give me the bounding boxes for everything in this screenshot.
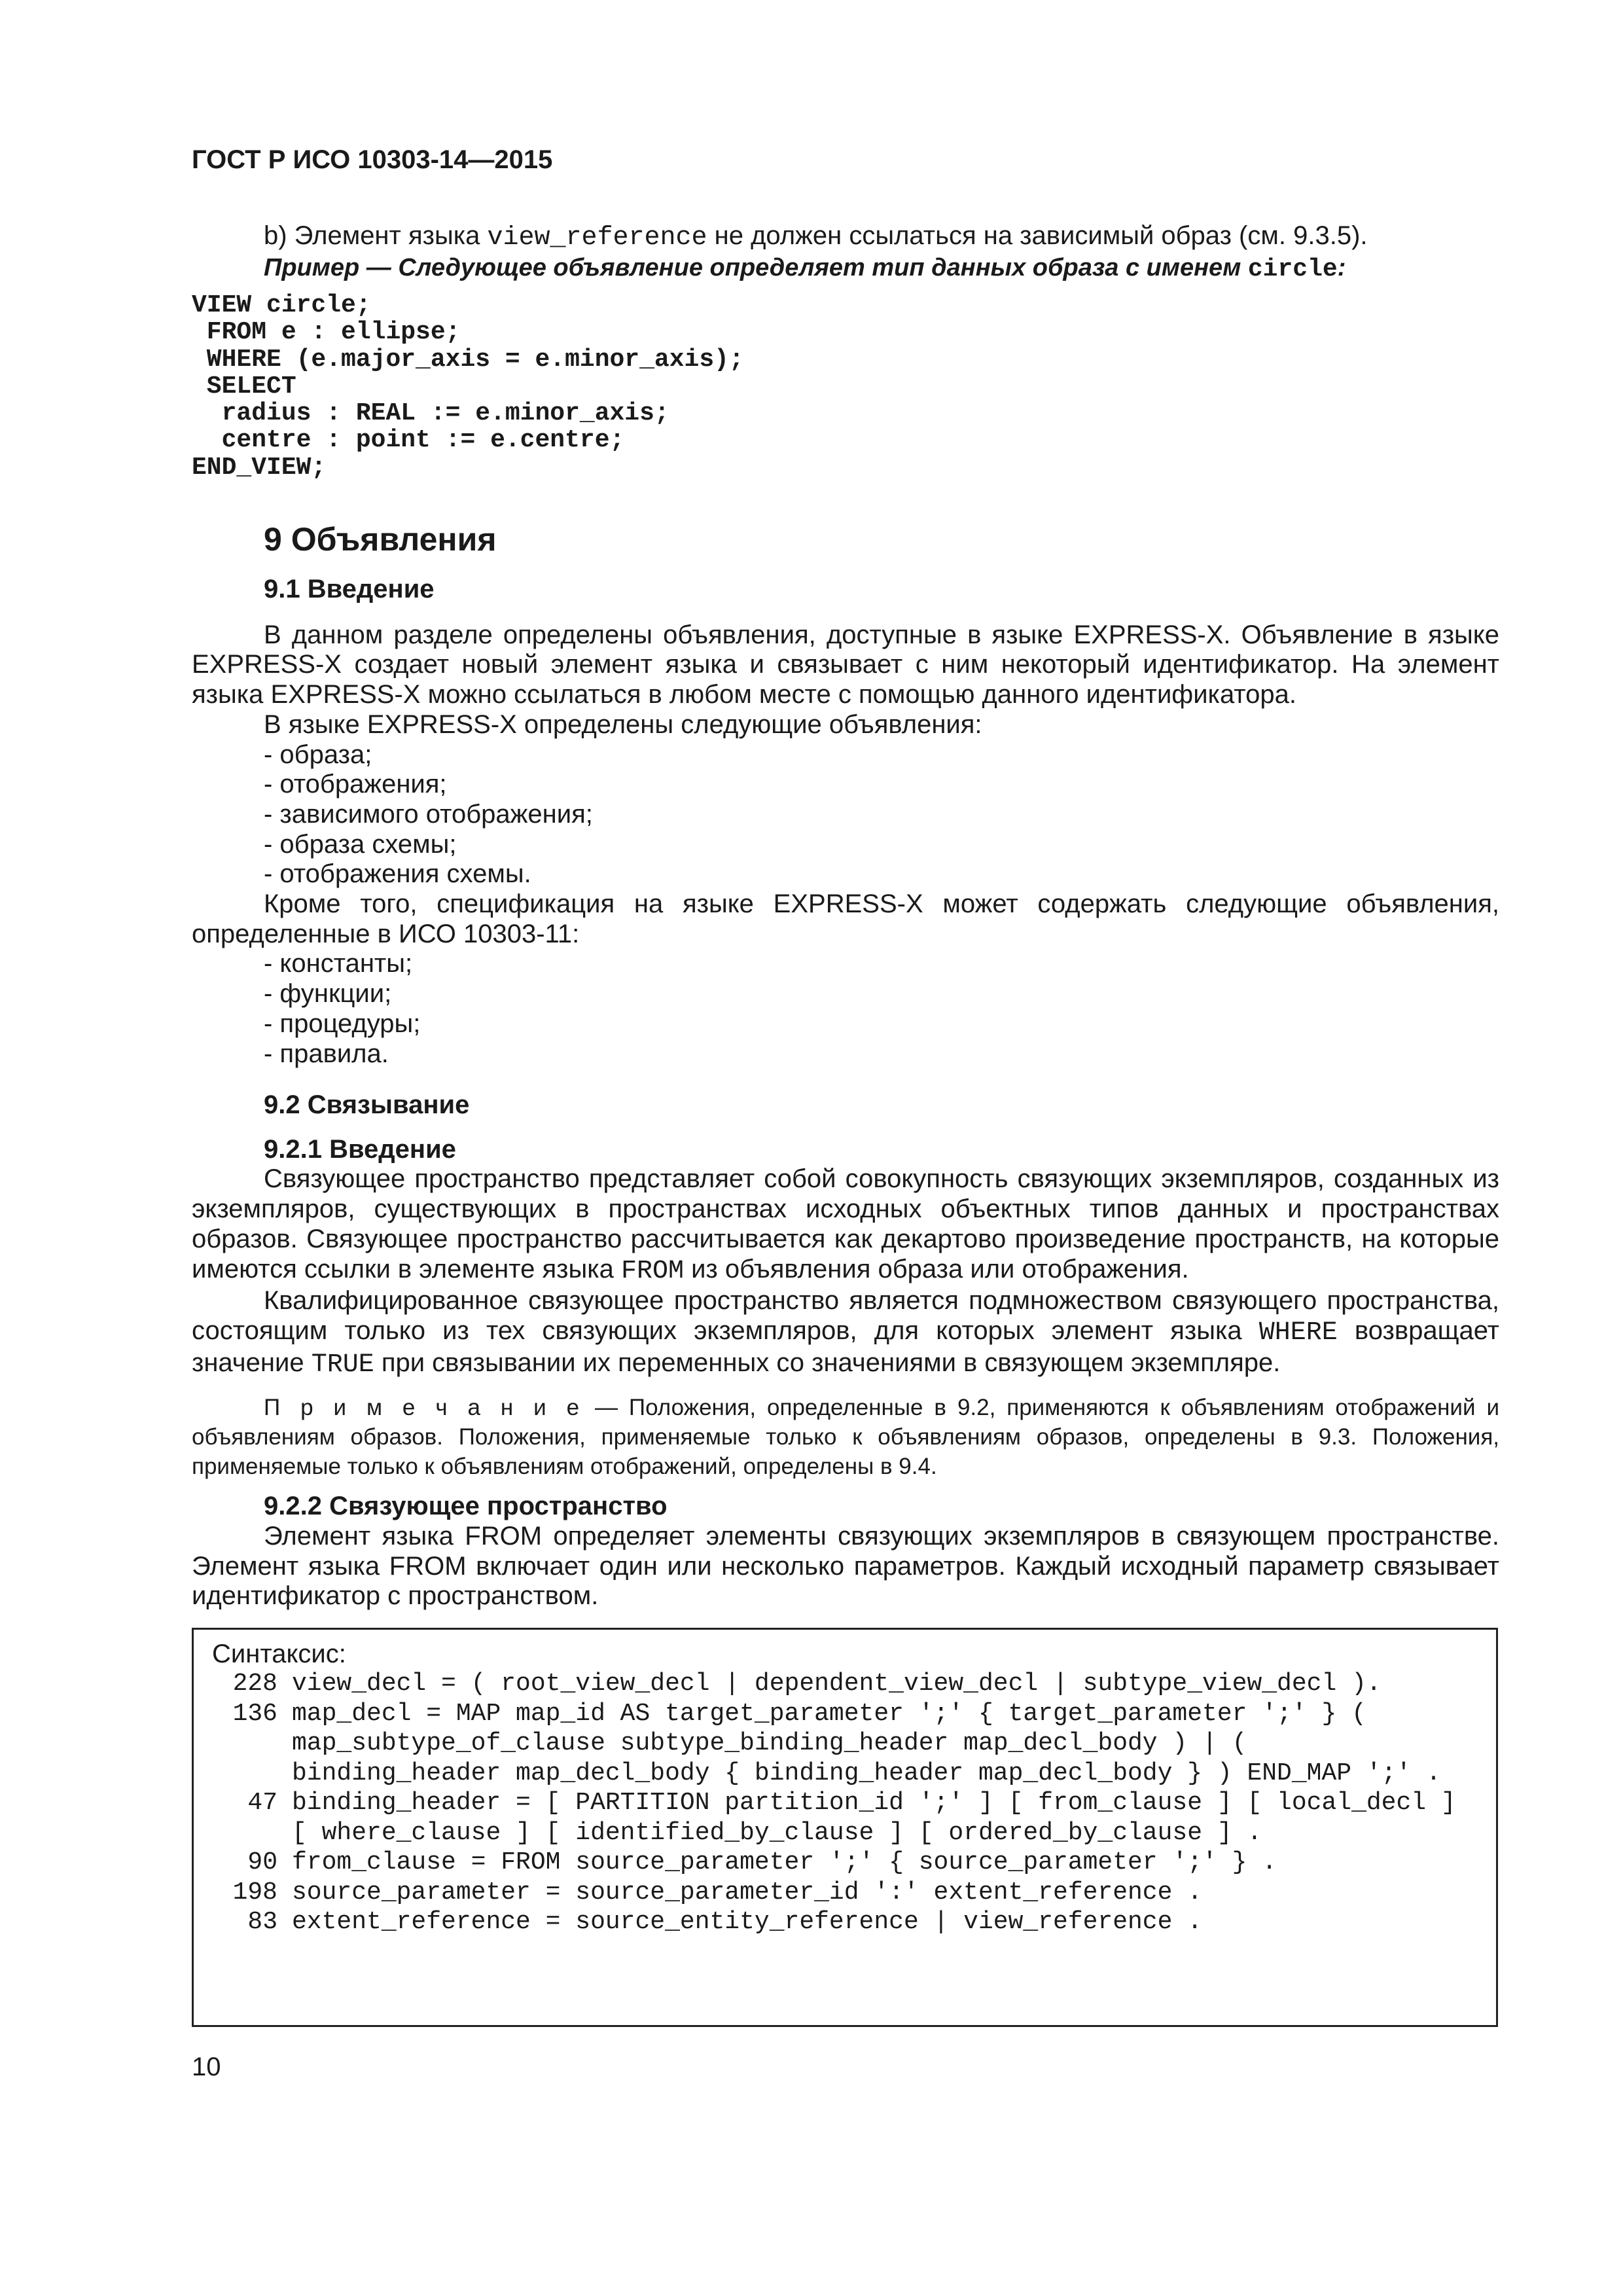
- list-item: - образа схемы;: [264, 829, 457, 859]
- list-item-b: b) Элемент языка view_reference не должен ссылаться на зависимый образ (см. 9.3.5).: [264, 221, 1368, 253]
- section-9-2-2-title: 9.2.2 Связующее пространство: [264, 1492, 668, 1521]
- section-9-1-title: 9.1 Введение: [264, 575, 435, 603]
- syntax-rule: 83 extent_reference = source_entity_reference | view_reference .: [247, 1908, 1203, 1936]
- paragraph: В данном разделе определены объявления, доступные в языке EXPRESS-X. Объявление в языке EXPRESS-X создает новый элемент языка и связывает с ним некоторый идентификатор. На элемент языка EXPRESS-X можно ссылаться в любом месте с помощью данного идентификатора.: [192, 620, 1499, 709]
- list-item: - зависимого отображения;: [264, 799, 593, 829]
- example-caption: Пример — Следующее объявление определяет тип данных образа с именем circle:: [264, 253, 1346, 283]
- syntax-rule: 90 from_clause = FROM source_parameter ';' { source_parameter ';' } .: [247, 1848, 1277, 1876]
- syntax-rule: 136 map_decl = MAP map_id AS target_parameter ';' { target_parameter ';' } ( map_subtype_of_clause subtype_binding_header map_decl_body ) | ( binding_header map_decl_body { binding_header map_decl_body } ) END_MAP ';' .: [232, 1699, 1441, 1787]
- section-9-title: 9 Объявления: [264, 521, 497, 558]
- section-9-2: [192, 1090, 1499, 1611]
- syntax-label: Синтаксис:: [212, 1640, 346, 1668]
- example-code: VIEW circle; FROM e : ellipse; WHERE (e.major_axis = e.minor_axis); SELECT radius : REAL := e.minor_axis; centre : point := e.centre; END_VIEW;: [192, 291, 744, 482]
- syntax-rule: 198 source_parameter = source_parameter_id ':' extent_reference .: [232, 1878, 1203, 1907]
- section-9-1: [192, 575, 1499, 1069]
- paragraph: Кроме того, спецификация на языке EXPRESS-X может содержать следующие объявления, определенные в ИСО 10303-11:: [192, 889, 1499, 948]
- section-9-2-title: 9.2 Связывание: [264, 1090, 470, 1119]
- document-header: ГОСТ Р ИСО 10303-14—2015: [192, 145, 553, 174]
- syntax-box: [192, 1628, 1498, 2027]
- paragraph: Элемент языка FROM определяет элементы связующих экземпляров в связующем пространстве. Элемент языка FROM включает один или несколько параметров. Каждый исходный параметр связывает идентификатор с пространством.: [192, 1522, 1499, 1611]
- list-item: - правила.: [264, 1039, 389, 1068]
- section-9-2-1-title: 9.2.1 Введение: [264, 1134, 456, 1164]
- paragraph: В языке EXPRESS-X определены следующие объявления:: [264, 709, 982, 739]
- list-item: - отображения схемы.: [264, 859, 531, 889]
- list-item: - константы;: [264, 949, 413, 978]
- page-number: 10: [192, 2053, 221, 2081]
- intro-block: [192, 221, 1499, 284]
- syntax-rule: 47 binding_header = [ PARTITION partition_id ';' ] [ from_clause ] [ local_decl ] [ where_clause ] [ identified_by_clause ] [ ordered_by_clause ] .: [247, 1789, 1471, 1847]
- list-item: - отображения;: [264, 770, 447, 799]
- list-item: - образа;: [264, 740, 372, 769]
- paragraph: Квалифицированное связующее пространство является подмножеством связующего пространства, состоящим только из тех связующих экземпляров, для которых элемент языка WHERE возвращает значение TRUE при связывании их переменных со значениями в связующем экземпляре.: [192, 1286, 1499, 1380]
- list-item: - процедуры;: [264, 1009, 421, 1038]
- note: П р и м е ч а н и е — Положения, определенные в 9.2, применяются к объявлениям отображений и объявлениям образов. Положения, применяемые только к объявлениям образов, определены в 9.3. Положения, применяемые только к объявлениям отображений, определены в 9.4.: [192, 1395, 1499, 1480]
- list-item: - функции;: [264, 979, 392, 1009]
- syntax-rule: 228 view_decl = ( root_view_decl | dependent_view_decl | subtype_view_decl ).: [232, 1670, 1382, 1698]
- paragraph: Связующее пространство представляет собой совокупность связующих экземпляров, созданных из экземпляров, существующих в пространствах исходных объектных типов данных и пространствах образов. Связующее пространство рассчитывается как декартово произведение пространств, на которые имеются ссылки в элементе языка FROM из объявления образа или отображения.: [192, 1164, 1499, 1286]
